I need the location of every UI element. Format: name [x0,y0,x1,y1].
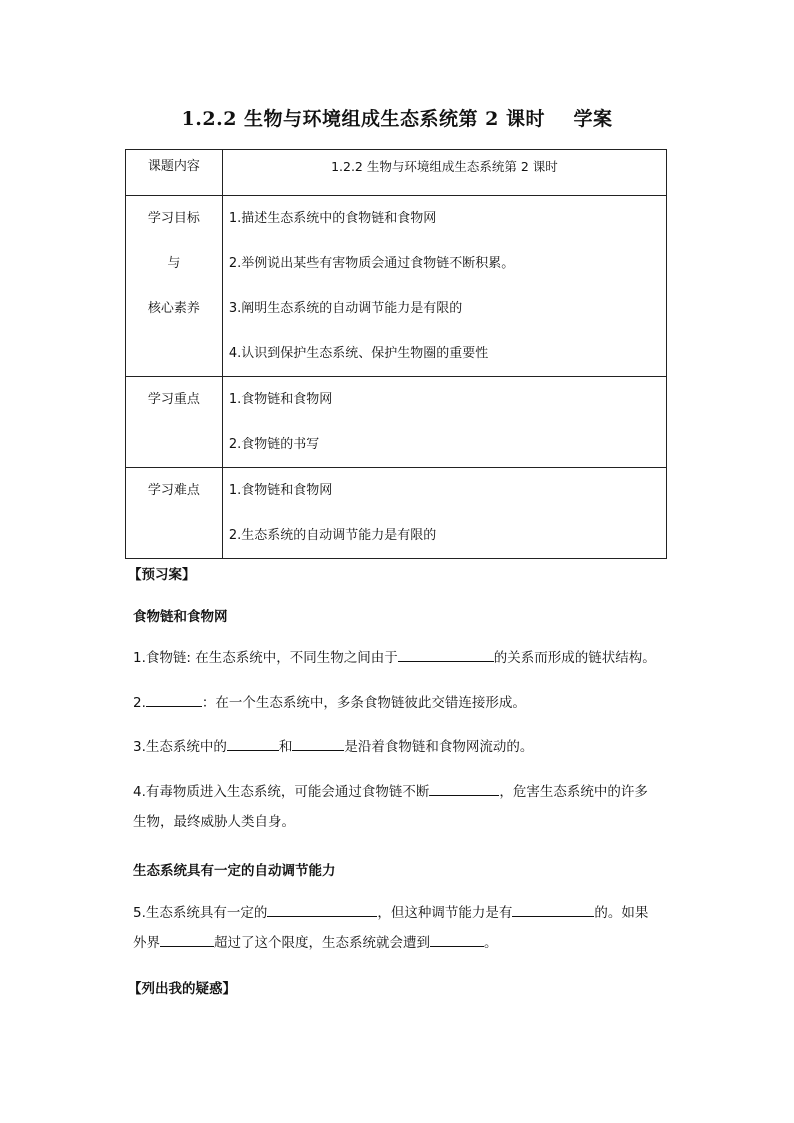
preview-heading: 【预习案】 [128,567,196,583]
q1-text-b: 的关系而形成的链状结构。 [493,650,656,666]
label-line: 学习难点 [147,483,200,498]
key-point-item: 1.食物链和食物网 [228,392,333,407]
lesson-plan-table [125,149,667,559]
q1-text-a: 1.食物链: 在生态系统中，不同生物之间由于 [133,650,398,666]
page-title: 1.2.2 生物与环境组成生态系统第 2 课时 学案 [181,108,613,130]
q1-blank[interactable] [398,647,494,662]
q5-text-e: 超过了这个限度，生态系统就会遭到 [214,935,430,951]
difficulty-item: 1.食物链和食物网 [228,483,333,498]
q5-text-c: 的。如果 [594,905,649,921]
difficulties-label [126,468,223,559]
q5-text-f: 。 [484,935,498,951]
q4-text-b: ，危害生态系统中的许多 [499,784,648,800]
label-line: 学习目标 [147,211,200,226]
q5-text-d: 外界 [133,935,160,951]
topic-value: 1.2.2 生物与环境组成生态系统第 2 课时 [222,150,666,196]
q3-text-a: 3.生态系统中的 [133,739,227,755]
q3-text-c: 是沿着食物链和食物网流动的。 [344,739,534,755]
q4-text-a: 4.有毒物质进入生态系统，可能会通过食物链不断 [133,784,430,800]
label-line: 核心素养 [147,301,200,316]
question-1 [133,643,673,673]
label-line: 与 [167,256,181,271]
table-row-objectives [126,196,667,377]
table-row-topic [126,150,667,196]
objectives-label [126,196,223,377]
question-4 [133,777,673,837]
q2-blank[interactable] [146,692,202,707]
q5-text-a: 5.生态系统具有一定的 [133,905,268,921]
difficulty-item: 2.生态系统的自动调节能力是有限的 [228,528,437,543]
objective-item: 2.举例说出某些有害物质会通过食物链不断积累。 [228,256,515,271]
q5-blank-3[interactable] [160,932,214,947]
doubts-heading: 【列出我的疑惑】 [128,981,236,997]
topic-label: 课题内容 [126,150,223,196]
key-points-content [222,377,666,468]
q3-blank-1[interactable] [227,736,279,751]
objectives-content [222,196,666,377]
key-point-item: 2.食物链的书写 [228,437,320,452]
q3-text-b: 和 [278,739,293,755]
q5-blank-1[interactable] [267,902,377,917]
section-self-regulation-heading: 生态系统具有一定的自动调节能力 [133,863,336,879]
q5-blank-4[interactable] [430,932,484,947]
question-2 [133,688,673,718]
q3-blank-2[interactable] [292,736,344,751]
objective-item: 4.认识到保护生态系统、保护生物圈的重要性 [228,346,489,361]
q5-text-b: ，但这种调节能力是有 [377,905,513,921]
q5-blank-2[interactable] [512,902,594,917]
objective-item: 3.阐明生态系统的自动调节能力是有限的 [228,301,463,316]
table-row-key-points [126,377,667,468]
key-points-label [126,377,223,468]
section-food-chain-heading: 食物链和食物网 [133,609,228,625]
objective-item: 1.描述生态系统中的食物链和食物网 [228,211,437,226]
question-5 [133,898,673,958]
table-row-difficulties [126,468,667,559]
label-line: 学习重点 [147,392,200,407]
q4-text-c: 生物，最终威胁人类自身。 [133,814,295,830]
difficulties-content [222,468,666,559]
q2-text-b: ：在一个生态系统中，多条食物链彼此交错连接形成。 [201,695,526,711]
q4-blank[interactable] [429,781,499,796]
q2-text-a: 2. [133,695,146,711]
question-3 [133,732,673,762]
